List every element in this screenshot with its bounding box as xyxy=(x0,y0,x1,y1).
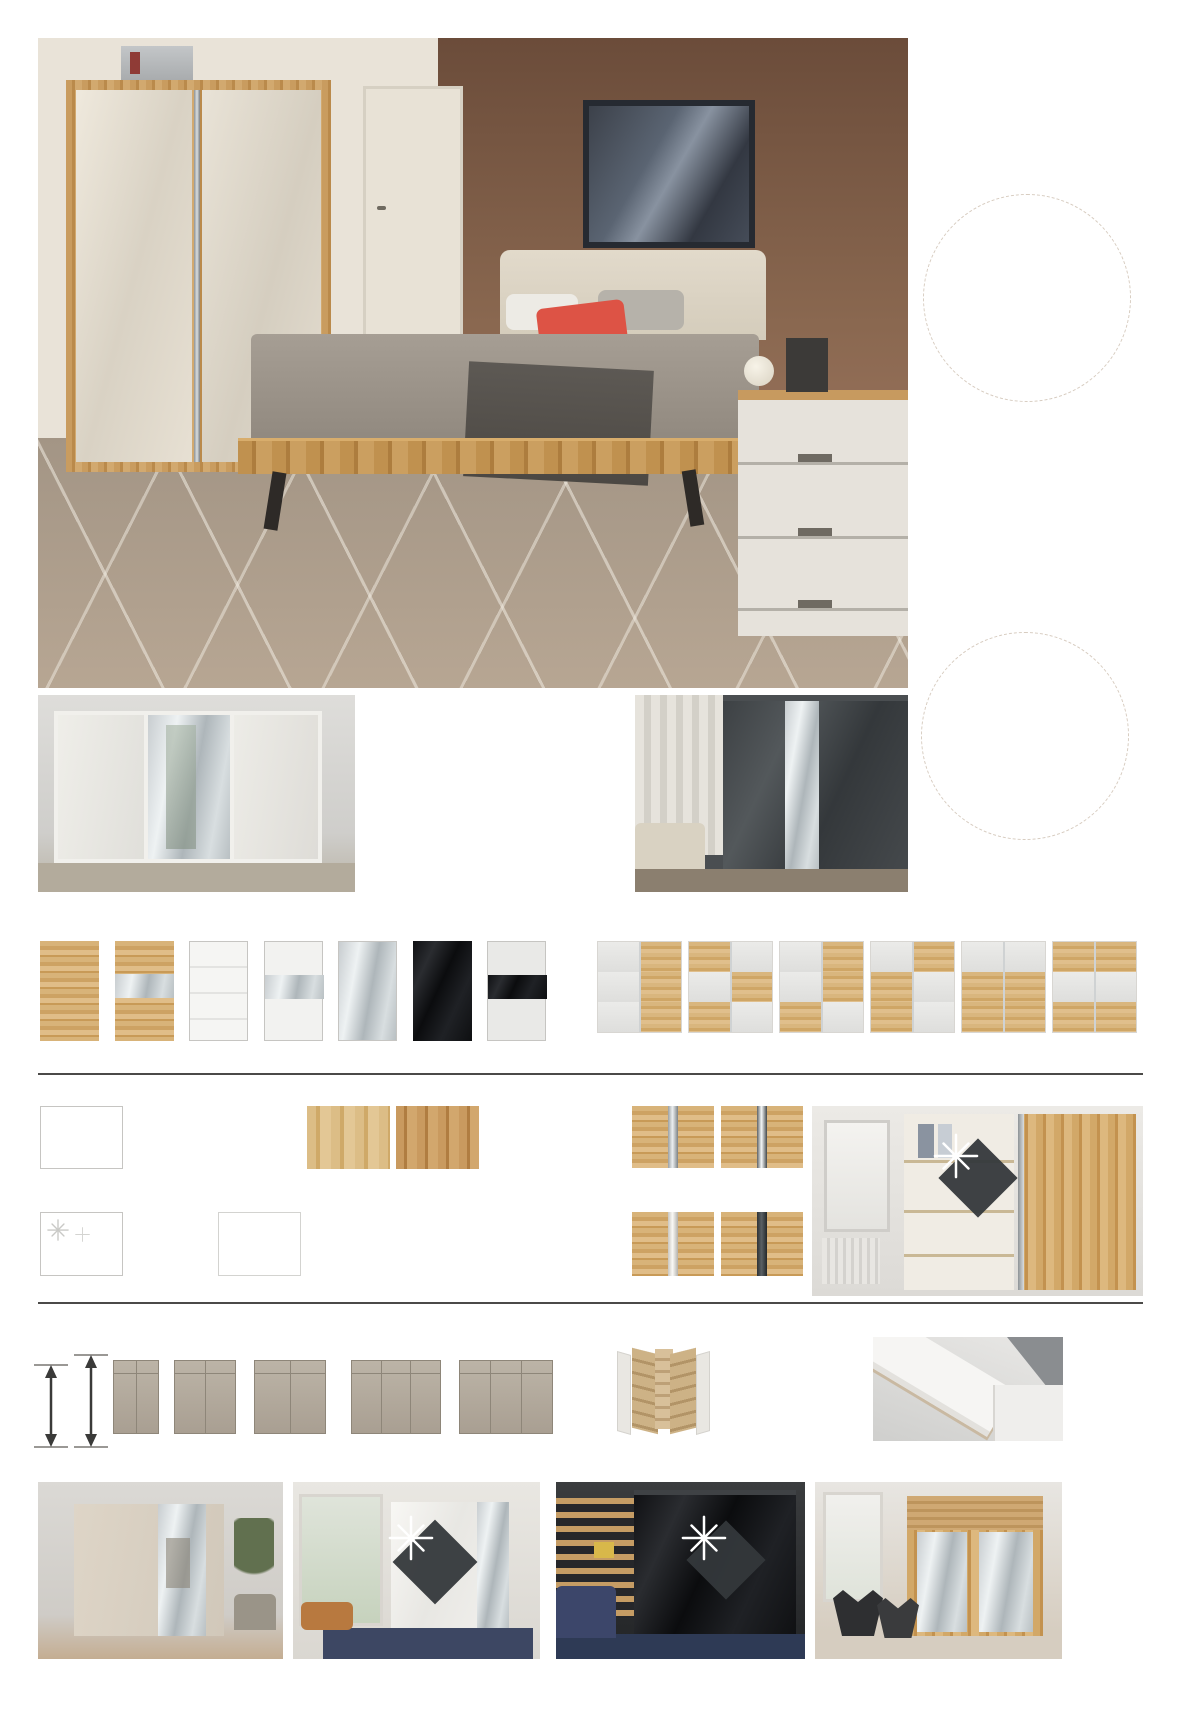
bedroom-photo xyxy=(38,38,908,688)
frame-bar-right xyxy=(1148,0,1159,1689)
door-combination xyxy=(779,941,864,1033)
mirror-reflection xyxy=(166,1538,190,1588)
door-handle xyxy=(377,206,386,210)
zubehoer-photo xyxy=(812,1106,1143,1296)
glas-swatch-seidengrau xyxy=(396,1212,479,1276)
glas-swatch-champagner xyxy=(307,1212,390,1276)
sparkle-icon xyxy=(75,1227,90,1242)
color-swatch-seidengrau xyxy=(129,1106,212,1169)
grip-strip xyxy=(668,1106,678,1168)
drawer-line-3 xyxy=(738,608,908,611)
butterfly-chair xyxy=(877,1598,919,1638)
armchair xyxy=(234,1594,276,1630)
sparkle-icon xyxy=(139,1222,159,1242)
drawer-handle-1 xyxy=(798,454,832,462)
mirror-reflection xyxy=(166,725,196,849)
photo-frame xyxy=(786,338,828,392)
front-swatch-teilspiegel-dekor xyxy=(115,941,174,1041)
wall-picture xyxy=(583,100,755,248)
mirror-door xyxy=(917,1532,967,1632)
wardrobe-diagram xyxy=(351,1360,441,1434)
sliding-wood-door xyxy=(1018,1114,1136,1290)
glas-swatch-weiss xyxy=(218,1212,301,1276)
door-right xyxy=(234,715,318,859)
wood-top-band xyxy=(907,1496,1043,1530)
wood-mirror-wardrobe xyxy=(907,1496,1043,1636)
sparkle-icon xyxy=(47,1219,69,1241)
door-left xyxy=(58,715,144,859)
front-swatch-hochglanz xyxy=(189,941,248,1041)
corner-panel-right xyxy=(696,1351,710,1435)
bed-frame xyxy=(238,438,770,474)
hochglanz-swatch-weiss xyxy=(40,1212,123,1276)
sizes-dimensions xyxy=(113,1447,161,1459)
color-swatch-eiche-artisan xyxy=(396,1106,479,1169)
blue-rug xyxy=(323,1628,533,1659)
door-combination xyxy=(961,941,1046,1033)
hanging-clothes xyxy=(918,1124,934,1158)
sparkle-icon xyxy=(681,1515,727,1561)
shelf-line xyxy=(904,1210,1014,1213)
example-photo-1 xyxy=(38,1482,283,1659)
dark-wardrobe-photo xyxy=(635,695,908,892)
front-swatch-glas xyxy=(413,941,472,1041)
glas-badge xyxy=(950,1150,1006,1206)
mirror-band xyxy=(115,974,174,998)
table-lamp xyxy=(744,356,774,386)
sparkle-icon xyxy=(177,1234,190,1247)
sparkle-icon xyxy=(388,1515,434,1561)
circle-divider xyxy=(961,703,1089,705)
divider xyxy=(38,1073,1143,1075)
window xyxy=(823,1492,883,1602)
corner-panel-left xyxy=(617,1351,631,1435)
hochglanz-badge xyxy=(405,1532,465,1592)
door-combination xyxy=(870,941,955,1033)
radiator xyxy=(822,1238,880,1284)
wardrobe-diagram xyxy=(174,1360,236,1434)
eckschrank-dimensions xyxy=(625,1447,673,1459)
room-door xyxy=(363,86,463,338)
door-combination xyxy=(688,941,773,1033)
mirror-band xyxy=(265,975,324,999)
wardrobe-side xyxy=(993,1385,1063,1441)
grip-strip xyxy=(668,1212,678,1276)
corner-interior-right xyxy=(670,1348,696,1434)
glas-badge xyxy=(698,1532,754,1588)
drawer-line-2 xyxy=(738,536,908,539)
drawer-handle-3 xyxy=(798,600,832,608)
drawer-line-1 xyxy=(738,462,908,465)
grip-strip xyxy=(757,1106,767,1168)
glass-band xyxy=(488,975,547,999)
color-swatch-champagner xyxy=(218,1106,301,1169)
front-swatch-teilglas-dekor xyxy=(487,941,546,1041)
color-swatch-eiche-sonoma xyxy=(307,1106,390,1169)
plant xyxy=(234,1518,274,1592)
window xyxy=(824,1120,890,1232)
front-swatch-spiegel xyxy=(338,941,397,1041)
example-photo-3 xyxy=(556,1482,805,1659)
sofa-corner xyxy=(556,1586,616,1638)
cushion xyxy=(301,1602,353,1630)
shelf-line xyxy=(904,1254,1014,1257)
nightstand xyxy=(738,390,908,636)
door-combination xyxy=(597,941,682,1033)
frame-bar-bottom xyxy=(0,1680,1159,1689)
height-arrows xyxy=(28,1352,112,1452)
bed-corner xyxy=(635,823,705,869)
wardrobe-diagram xyxy=(254,1360,326,1434)
grip-swatch-chromfarben xyxy=(721,1106,803,1168)
red-book xyxy=(130,52,140,74)
nachttisch-price-circle xyxy=(927,638,1123,834)
yellow-lamp xyxy=(594,1542,614,1558)
sparkle-icon xyxy=(933,1133,979,1179)
bettrahmen-price-circle xyxy=(929,200,1125,396)
color-swatch-alpinweiss xyxy=(40,1106,123,1169)
wardrobe-diagram xyxy=(459,1360,553,1434)
grip-strip xyxy=(757,1212,767,1276)
door-strip xyxy=(1018,1114,1024,1290)
floor xyxy=(635,869,908,892)
front-swatch-teilspiegel-hochglanz xyxy=(264,941,323,1041)
eckschrank-photo xyxy=(611,1337,715,1445)
glas-swatch-basalt xyxy=(485,1212,568,1276)
front-swatch-dekor-druck xyxy=(40,941,99,1041)
mirror-strip xyxy=(785,701,819,869)
mirror-door xyxy=(979,1532,1033,1632)
example-photo-2 xyxy=(293,1482,540,1659)
wardrobe-door-left xyxy=(76,90,192,462)
mirror-strip xyxy=(477,1502,509,1630)
circle-divider xyxy=(963,251,1091,253)
grip-swatch-alufarben xyxy=(632,1106,714,1168)
door-combination xyxy=(1052,941,1137,1033)
divider xyxy=(38,1302,1143,1304)
grip-swatch-grau-metallic xyxy=(721,1212,803,1276)
hochglanz-swatch-effektgrau xyxy=(129,1212,212,1276)
floor xyxy=(38,863,355,892)
wardrobe-front xyxy=(54,711,322,863)
passepartout-photo xyxy=(873,1337,1063,1441)
example-photo-4 xyxy=(815,1482,1062,1659)
wardrobe-diagram xyxy=(113,1360,159,1434)
white-wardrobe-photo xyxy=(38,695,355,892)
grip-swatch-alpinweiss xyxy=(632,1212,714,1276)
drawer-handle-2 xyxy=(798,528,832,536)
wardrobe-strip xyxy=(194,90,200,462)
color-swatch-grau-metallic xyxy=(485,1106,568,1169)
